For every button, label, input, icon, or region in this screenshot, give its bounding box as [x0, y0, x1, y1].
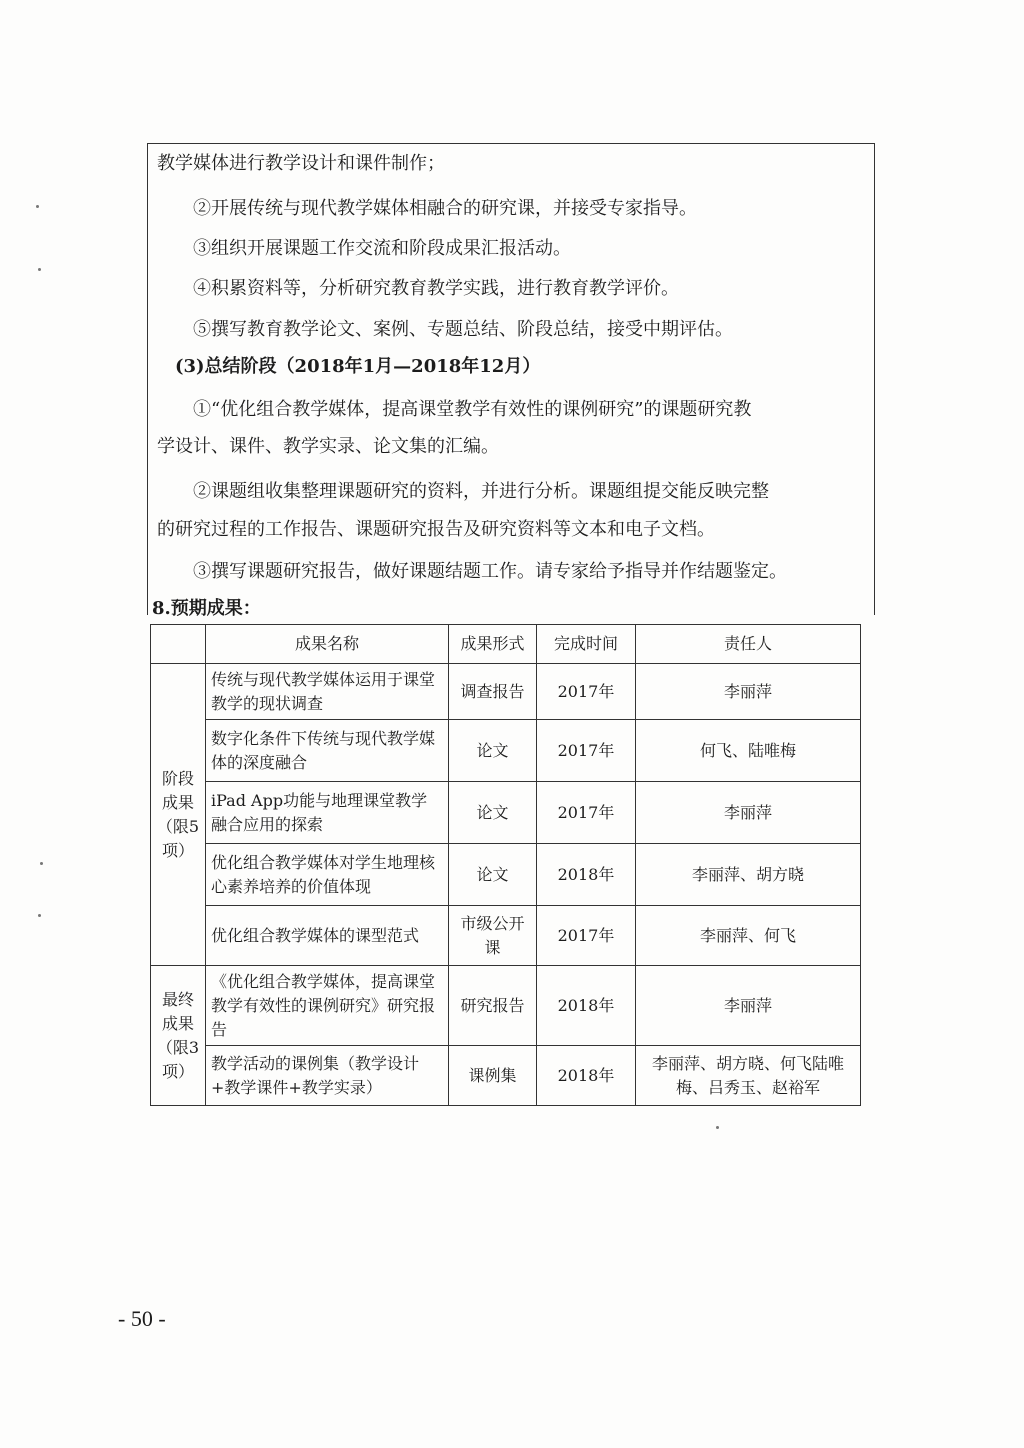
result-form: 论文 [449, 720, 537, 782]
header-category [151, 625, 206, 664]
header-name: 成果名称 [206, 625, 449, 664]
result-form: 论文 [449, 844, 537, 906]
result-person: 李丽萍、何飞 [636, 906, 861, 966]
stage3-item-1-line1: ①“优化组合教学媒体，提高课堂教学有效性的课例研究”的课题研究教 [193, 399, 752, 420]
result-form: 课例集 [449, 1046, 537, 1106]
scan-speck [716, 1126, 719, 1129]
table-row [151, 664, 861, 720]
table-row [151, 1046, 861, 1106]
scan-speck [38, 914, 41, 917]
scan-speck [36, 205, 39, 208]
stage2-item: ④积累资料等，分析研究教育教学实践，进行教育教学评价。 [193, 278, 679, 299]
header-time: 完成时间 [537, 625, 636, 664]
result-name: 传统与现代教学媒体运用于课堂教学的现状调查 [206, 664, 449, 720]
table-row [151, 906, 861, 966]
result-name: 数字化条件下传统与现代教学媒体的深度融合 [206, 720, 449, 782]
table-row [151, 966, 861, 1046]
result-form: 研究报告 [449, 966, 537, 1046]
achievements-table [150, 624, 861, 1106]
result-name: 优化组合教学媒体对学生地理核心素养培养的价值体现 [206, 844, 449, 906]
stage2-item: ③组织开展课题工作交流和阶段成果汇报活动。 [193, 238, 571, 259]
scan-speck [38, 268, 41, 271]
scan-speck [40, 862, 43, 865]
stage2-item: ②开展传统与现代教学媒体相融合的研究课，并接受专家指导。 [193, 198, 697, 219]
result-name: 教学活动的课例集（教学设计+教学课件+教学实录） [206, 1046, 449, 1106]
result-name: iPad App功能与地理课堂教学融合应用的探索 [206, 782, 449, 844]
result-time: 2018年 [537, 844, 636, 906]
result-name: 《优化组合教学媒体，提高课堂教学有效性的课例研究》研究报告 [206, 966, 449, 1046]
result-person: 李丽萍 [636, 782, 861, 844]
table-row [151, 720, 861, 782]
stage3-item-2-line2: 的研究过程的工作报告、课题研究报告及研究资料等文本和电子文档。 [157, 519, 715, 540]
table-header-row [151, 625, 861, 664]
header-form: 成果形式 [449, 625, 537, 664]
stage-category-cell: 阶段成果（限5项） [151, 664, 206, 966]
result-person: 李丽萍、胡方晓、何飞陆唯梅、吕秀玉、赵裕军 [636, 1046, 861, 1106]
stage3-item-2-line1: ②课题组收集整理课题研究的资料，并进行分析。课题组提交能反映完整 [193, 481, 769, 502]
table-row [151, 782, 861, 844]
result-form: 论文 [449, 782, 537, 844]
result-time: 2018年 [537, 966, 636, 1046]
header-person: 责任人 [636, 625, 861, 664]
intro-line: 教学媒体进行教学设计和课件制作； [157, 153, 445, 174]
stage3-item-3-line1: ③撰写课题研究报告，做好课题结题工作。请专家给予指导并作结题鉴定。 [193, 561, 787, 582]
final-category-cell: 最终成果（限3项） [151, 966, 206, 1106]
result-time: 2017年 [537, 664, 636, 720]
result-form: 市级公开课 [449, 906, 537, 966]
stage3-item-1-line2: 学设计、课件、教学实录、论文集的汇编。 [157, 436, 499, 457]
section8-heading: 8.预期成果： [152, 598, 261, 619]
table-row [151, 844, 861, 906]
result-form: 调查报告 [449, 664, 537, 720]
stage2-item: ⑤撰写教育教学论文、案例、专题总结、阶段总结，接受中期评估。 [193, 319, 733, 340]
page-number: - 50 - [118, 1306, 166, 1331]
result-time: 2017年 [537, 906, 636, 966]
result-name: 优化组合教学媒体的课型范式 [206, 906, 449, 966]
result-person: 何飞、陆唯梅 [636, 720, 861, 782]
result-time: 2018年 [537, 1046, 636, 1106]
result-time: 2017年 [537, 720, 636, 782]
stage3-heading: (3)总结阶段（2018年1月—2018年12月） [175, 356, 541, 377]
result-person: 李丽萍 [636, 966, 861, 1046]
result-person: 李丽萍、胡方晓 [636, 844, 861, 906]
result-person: 李丽萍 [636, 664, 861, 720]
result-time: 2017年 [537, 782, 636, 844]
